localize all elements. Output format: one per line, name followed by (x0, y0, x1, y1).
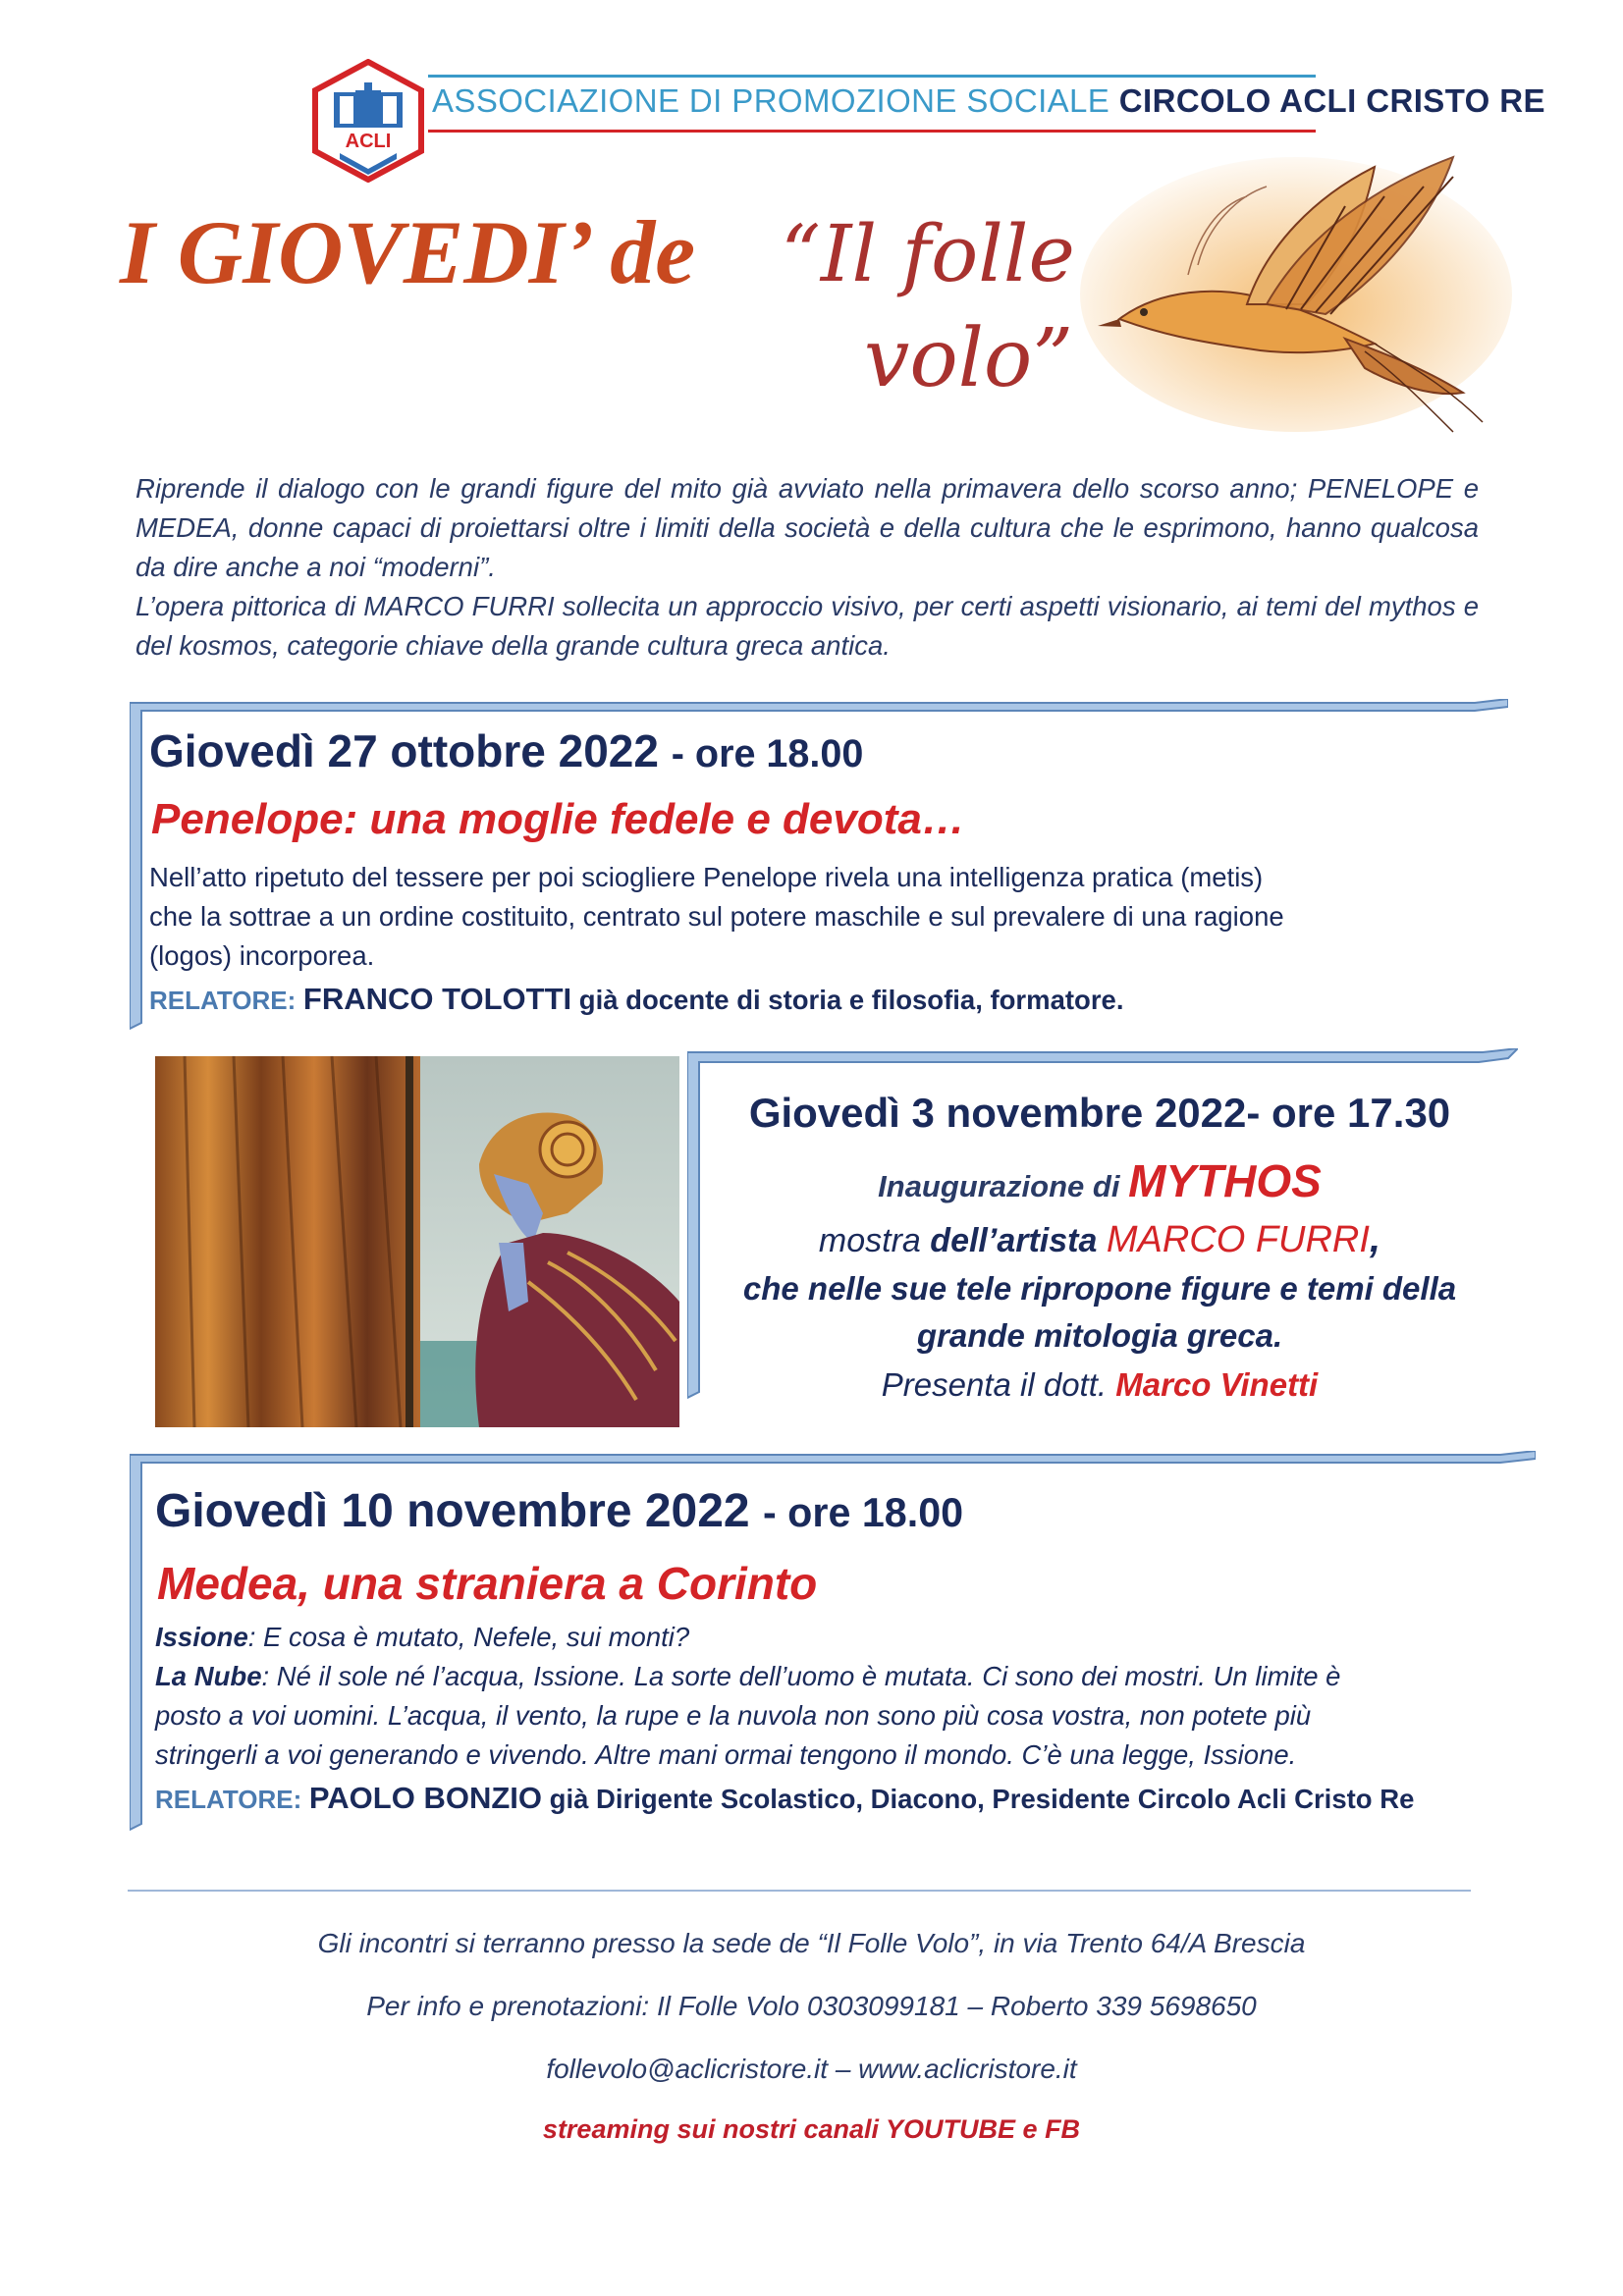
org-name-part2: CIRCOLO ACLI CRISTO RE (1118, 82, 1545, 119)
event3-date: Giovedì 10 novembre 2022 - ore 18.00 (155, 1485, 964, 1537)
event1-description (149, 858, 1475, 976)
event1-speaker-desc: già docente di storia e filosofia, formatore. (578, 985, 1124, 1015)
org-name-part1: ASSOCIAZIONE DI PROMOZIONE SOCIALE (432, 82, 1110, 119)
title-script-line2: volo” (864, 312, 1074, 405)
event3-title: Medea, una straniera a Corinto (157, 1558, 818, 1609)
event3-dialogue-line2: La Nube: Né il sole né l’acqua, Issione. La sorte dell’uomo è mutata. Ci sono dei mostri. Un limite è (155, 1661, 1341, 1691)
event3-speaker-label: RELATORE: (155, 1785, 302, 1814)
event1-line2: che la sottrae a un ordine costituito, centrato sul potere maschile e sul prevalere di una ragione (149, 901, 1284, 932)
event2-line3: che nelle sue tele ripropone figure e temi della (742, 1270, 1457, 1307)
intro-paragraph-1: Riprende il dialogo con le grandi figure del mito già avviato nella primavera dello scorso anno; PENELOPE e MEDEA, donne capaci di proiettarsi oltre i limiti della società e della cultura che le esprimono, hanno qualcosa da dire anche a noi “moderni”. (135, 473, 1479, 582)
event3-dialogue (155, 1618, 1510, 1775)
event2-line4: grande mitologia greca. (916, 1317, 1283, 1354)
event2-presenter: Marco Vinetti (1115, 1366, 1319, 1403)
event3-speaker-name: PAOLO BONZIO (308, 1781, 542, 1815)
event1-line3: (logos) incorporea. (149, 940, 375, 971)
event3-dialogue-line3: posto a voi uomini. L’acqua, il vento, la rupe e la nuvola non sono più cosa vostra, non potete più (155, 1700, 1312, 1731)
event3-dialogue-line1: Issione: E cosa è mutato, Nefele, sui monti? (155, 1622, 690, 1652)
event1-title: Penelope: una moglie fedele e devota… (151, 795, 965, 843)
event2-comma: , (1369, 1217, 1381, 1260)
footer-venue: Gli incontri si terranno presso la sede de “Il Folle Volo”, in via Trento 64/A Brescia (317, 1928, 1306, 1958)
event1-date: Giovedì 27 ottobre 2022 - ore 18.00 (149, 725, 864, 776)
event1-speaker-name: FRANCO TOLOTTI (302, 982, 572, 1016)
footer-divider (128, 1890, 1471, 1892)
org-name (432, 82, 1545, 120)
header-rule-top (428, 75, 1316, 78)
event3-dialogue-line4: stringerli a voi generando e vivendo. Altre mani ormai tengono il mondo. C’è una legge, Issione. (155, 1739, 1297, 1770)
event1-speaker (149, 982, 1123, 1017)
intro-paragraph-2: L’opera pittorica di MARCO FURRI sollecita un approccio visivo, per certi aspetti visionario, ai temi del mythos e del kosmos, categorie chiave della grande cultura greca antica. (135, 591, 1479, 661)
footer-streaming: streaming sui nostri canali YOUTUBE e FB (542, 2114, 1081, 2144)
event2-mythos: MYTHOS (1128, 1155, 1322, 1206)
svg-text:ACLI: ACLI (345, 131, 392, 152)
event3-speaker-issione: Issione (155, 1622, 248, 1652)
event2-inaug-label: Inaugurazione di (878, 1169, 1120, 1203)
event1-speaker-label: RELATORE: (149, 986, 297, 1015)
title-script-line1: “Il folle (781, 208, 1075, 299)
event3-speaker-desc: già Dirigente Scolastico, Diacono, Presidente Circolo Acli Cristo Re (549, 1784, 1415, 1814)
event2-artist-name: MARCO FURRI (1106, 1219, 1370, 1260)
event3-time: - ore 18.00 (762, 1490, 964, 1535)
event2-inauguration (707, 1154, 1492, 1207)
page-title: I GIOVEDI’ de (120, 202, 696, 302)
event2-artist-line (707, 1217, 1492, 1261)
acli-logo (310, 59, 426, 183)
footer-web[interactable]: follevolo@aclicristore.it – www.aclicristore.it (546, 2054, 1077, 2084)
painting-image (155, 1056, 679, 1427)
event3-speaker-nube: La Nube (155, 1661, 262, 1691)
event2-date: Giovedì 3 novembre 2022- ore 17.30 (748, 1090, 1451, 1136)
footer-contacts: Per info e prenotazioni: Il Folle Volo 0303099181 – Roberto 339 5698650 (366, 1991, 1257, 2021)
event3-speaker (155, 1781, 1414, 1816)
intro-text (135, 469, 1479, 666)
event1-line1: Nell’atto ripetuto del tessere per poi sciogliere Penelope rivela una intelligenza pratica (metis) (149, 862, 1264, 892)
event2-presenta: Presenta il dott. (881, 1366, 1108, 1403)
event2-artista: dell’artista (930, 1222, 1098, 1259)
event2-presenter-line (707, 1366, 1492, 1404)
event1-time: - ore 18.00 (671, 732, 864, 775)
event2-mostra: mostra (818, 1222, 921, 1259)
bird-illustration (1051, 128, 1512, 442)
